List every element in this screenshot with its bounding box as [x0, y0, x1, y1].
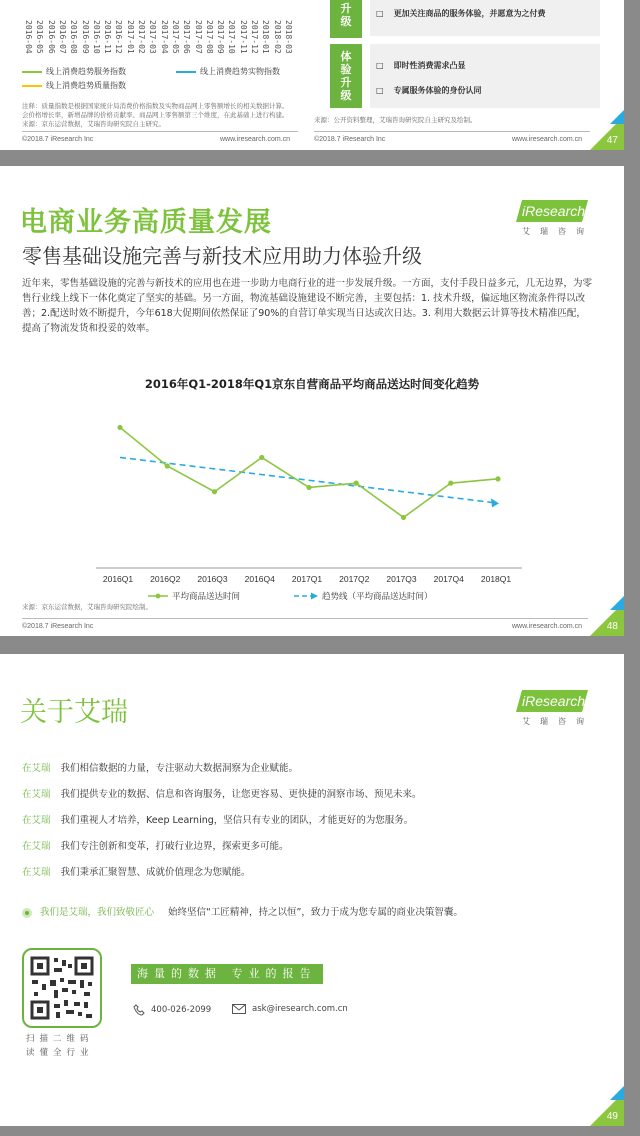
qr-code-icon — [24, 950, 100, 1026]
experience-upgrade-label: 体 验 升 级 — [330, 44, 362, 108]
copyright: ©2018.7 iResearch Inc — [22, 623, 94, 630]
x-date-label: 2017-01 — [125, 20, 135, 54]
slide-48 — [0, 166, 624, 636]
legend-service — [22, 66, 126, 77]
x-tick-label: 2017Q3 — [386, 574, 417, 584]
experience-item-text: 即时性消费需求凸显 — [393, 61, 466, 70]
legend-marker — [156, 594, 161, 599]
source-note: 来源：公开资料整理，艾瑞咨询研究院自主研究及绘制。 — [314, 116, 477, 124]
x-tick-label: 2017Q1 — [291, 574, 323, 584]
logo-subtitle: 艾瑞咨询 — [522, 717, 594, 726]
divider — [314, 131, 590, 132]
about-keyword: 在艾瑞 — [22, 789, 51, 800]
note-line: 注释：质量指数是根据国家统计局消费价格指数及实物商品网上零售额增长的相关数据计算。 — [22, 102, 289, 110]
x-date-label: 2017-07 — [193, 20, 203, 54]
legend-swatch — [176, 71, 196, 73]
x-date-label: 2018-01 — [261, 20, 271, 54]
checkbox-icon: □ — [376, 61, 384, 70]
copyright-left: ©2018.7 iResearch Inc — [22, 136, 94, 143]
about-line — [22, 864, 251, 878]
legend-label: 平均商品送达时间 — [172, 591, 241, 601]
x-date-label: 2016-04 — [24, 20, 33, 54]
page-title: 关于艾瑞 — [20, 697, 128, 728]
legend-label: 线上消费趋势质量指数 — [46, 81, 126, 90]
phone-icon — [133, 1004, 145, 1016]
logo-subtitle: 艾瑞咨询 — [522, 227, 594, 236]
data-point — [495, 476, 500, 481]
data-point — [259, 455, 264, 460]
x-date-label: 2016-11 — [103, 20, 113, 54]
motto-line — [22, 904, 463, 918]
page-number: 48 — [606, 621, 618, 632]
x-tick-label: 2017Q4 — [433, 574, 464, 584]
email-contact[interactable] — [232, 1004, 348, 1014]
data-point — [401, 515, 406, 520]
series-delivery-line — [120, 427, 498, 517]
about-text: 我们重视人才培养，Keep Learning，坚信只有专业的团队，才能更好的为您服务。 — [60, 815, 414, 826]
x-tick-label: 2016Q3 — [197, 574, 228, 584]
legend-label: 趋势线（平均商品送达时间） — [322, 591, 433, 601]
data-point — [448, 481, 453, 486]
checkbox-icon: □ — [376, 86, 384, 95]
about-line — [22, 786, 422, 800]
x-date-label: 2017-05 — [170, 20, 180, 54]
logo-mark-icon — [516, 690, 588, 712]
series-trend-line — [120, 457, 492, 502]
about-text: 我们秉承汇聚智慧、成就价值理念为您赋能。 — [60, 867, 251, 878]
about-keyword: 在艾瑞 — [22, 815, 51, 826]
notes — [22, 102, 302, 129]
upgrade-item-text: 更加关注商品的服务体验，并愿意为之付费 — [393, 9, 546, 18]
site-url: www.iresearch.com.cn — [512, 623, 583, 630]
trend-arrow-icon — [491, 498, 499, 507]
about-text: 我们提供专业的数据、信息和咨询服务，让您更容易、更快捷的洞察市场、预见未来。 — [60, 789, 422, 800]
about-text: 我们相信数据的力量，专注驱动大数据洞察为企业赋能。 — [60, 763, 299, 774]
upgrade-item — [376, 8, 546, 19]
upgrade-label: 升 级 — [330, 0, 362, 38]
x-date-label: 2016-12 — [114, 20, 124, 54]
experience-item-text: 专属服务体验的身份认同 — [393, 86, 482, 95]
x-date-label: 2016-08 — [69, 20, 79, 54]
x-date-label: 2017-04 — [159, 20, 169, 54]
copyright-right: ©2018.7 iResearch Inc — [314, 136, 386, 143]
data-point — [212, 489, 217, 494]
body-text: 近年来，零售基础设施的完善与新技术的应用也在进一步助力电商行业的进一步发展升级。一方面，支付手段日益多元，几无边界，为零售行业线上线下一体化奠定了坚实的基础。另一方面，物流基础设施建设不断完善，主要包括：1. 技术升级，偏远地区物流条件得以改善；2.配送时效不断提升，今年618大促期间依然保证了90%的自营订单实现当日达或次日达。3. 利用大数据云计算等技术精准匹配，提高了物流发货和投妥的效率。 — [22, 278, 593, 334]
motto-keyword: 我们是艾瑞，我们致敬匠心 — [40, 907, 155, 918]
mail-icon — [232, 1004, 246, 1014]
qr-code — [22, 948, 102, 1028]
data-point — [117, 425, 122, 430]
legend-label: 线上消费趋势实物指数 — [200, 67, 280, 76]
legend-label: 线上消费趋势服务指数 — [46, 67, 126, 76]
about-text: 我们专注创新和变革，打破行业边界，探索更多可能。 — [60, 841, 289, 852]
about-line — [22, 838, 289, 852]
about-keyword: 在艾瑞 — [22, 867, 51, 878]
note-line: 来源：京东运营数据，艾瑞咨询研究院自主研究。 — [22, 120, 165, 128]
legend-arrow-icon — [311, 593, 318, 600]
chart-title: 2016年Q1-2018年Q1京东自营商品平均商品送达时间变化趋势 — [144, 377, 480, 391]
legend-goods — [176, 66, 280, 77]
corner-decoration — [584, 1086, 624, 1126]
logo-text: iResearch — [522, 203, 586, 219]
motto-text: 始终坚信“工匠精神，持之以恒”，致力于成为您专属的商业决策智囊。 — [168, 907, 463, 918]
x-date-label: 2017-12 — [250, 20, 259, 54]
scan-line: 扫描二维码 — [26, 1034, 94, 1044]
experience-box — [370, 44, 600, 108]
legend-quality — [22, 80, 126, 91]
site-right: www.iresearch.com.cn — [512, 136, 583, 143]
page-number: 47 — [606, 135, 618, 146]
logo-text: iResearch — [522, 693, 586, 709]
divider — [22, 618, 588, 619]
email-address: ask@iresearch.com.cn — [252, 1004, 348, 1014]
about-line — [22, 812, 413, 826]
x-date-label: 2017-06 — [182, 20, 192, 54]
data-point — [354, 481, 359, 486]
x-tick-label: 2016Q4 — [244, 574, 275, 584]
data-point — [306, 485, 311, 490]
scan-text — [26, 1032, 94, 1060]
corner-decoration — [584, 110, 624, 150]
source-note: 来源：京东运营数据，艾瑞咨询研究院绘制。 — [22, 603, 152, 611]
x-tick-label: 2018Q1 — [480, 574, 512, 584]
phone-number: 400-026-2099 — [151, 1005, 212, 1015]
note-line: 会价格增长率，新增品牌的价格贡献率、商品网上零售额第三个维度，在此基础上进行构建。 — [22, 111, 289, 119]
about-keyword: 在艾瑞 — [22, 763, 51, 774]
x-date-label: 2018-03 — [283, 20, 293, 54]
scan-line: 读懂全行业 — [26, 1048, 94, 1058]
experience-item — [376, 60, 466, 71]
bullet-icon — [22, 908, 32, 918]
experience-item — [376, 85, 482, 96]
site-left: www.iresearch.com.cn — [220, 136, 291, 143]
x-date-label: 2017-08 — [204, 20, 214, 54]
checkbox-icon: □ — [376, 9, 384, 18]
x-date-label: 2017-10 — [227, 20, 237, 54]
x-date-label: 2016-06 — [46, 20, 56, 54]
x-tick-label: 2016Q1 — [102, 574, 134, 584]
x-date-label: 2016-09 — [80, 20, 90, 54]
legend-swatch — [22, 71, 42, 73]
slide-49 — [0, 654, 624, 1126]
about-line — [22, 760, 298, 774]
phone-contact[interactable] — [133, 1004, 211, 1016]
logo-mark-icon — [516, 200, 588, 222]
x-tick-label: 2017Q2 — [339, 574, 370, 584]
page-subtitle: 零售基础设施完善与新技术应用助力体验升级 — [22, 244, 422, 268]
slogan-badge: 海量的数据 专业的报告 — [131, 964, 323, 984]
x-date-label: 2016-10 — [91, 20, 101, 54]
iresearch-logo — [514, 200, 596, 244]
x-tick-label: 2016Q2 — [150, 574, 181, 584]
legend-swatch — [22, 85, 42, 87]
slide-47 — [0, 0, 624, 150]
data-point — [165, 463, 170, 468]
page-number: 49 — [606, 1111, 618, 1122]
x-date-label: 2017-02 — [137, 20, 146, 54]
divider — [22, 131, 298, 132]
x-date-label: 2016-07 — [57, 20, 67, 54]
corner-decoration — [584, 596, 624, 636]
x-date-label: 2018-02 — [272, 20, 282, 54]
x-date-label: 2017-11 — [238, 20, 248, 54]
x-date-label: 2017-09 — [216, 20, 226, 54]
x-date-label: 2017-03 — [148, 20, 158, 54]
about-keyword: 在艾瑞 — [22, 841, 51, 852]
page-title: 电商业务高质量发展 — [20, 207, 272, 238]
iresearch-logo — [514, 690, 596, 734]
delivery-time-chart — [0, 396, 624, 606]
x-date-label: 2016-05 — [35, 20, 45, 54]
